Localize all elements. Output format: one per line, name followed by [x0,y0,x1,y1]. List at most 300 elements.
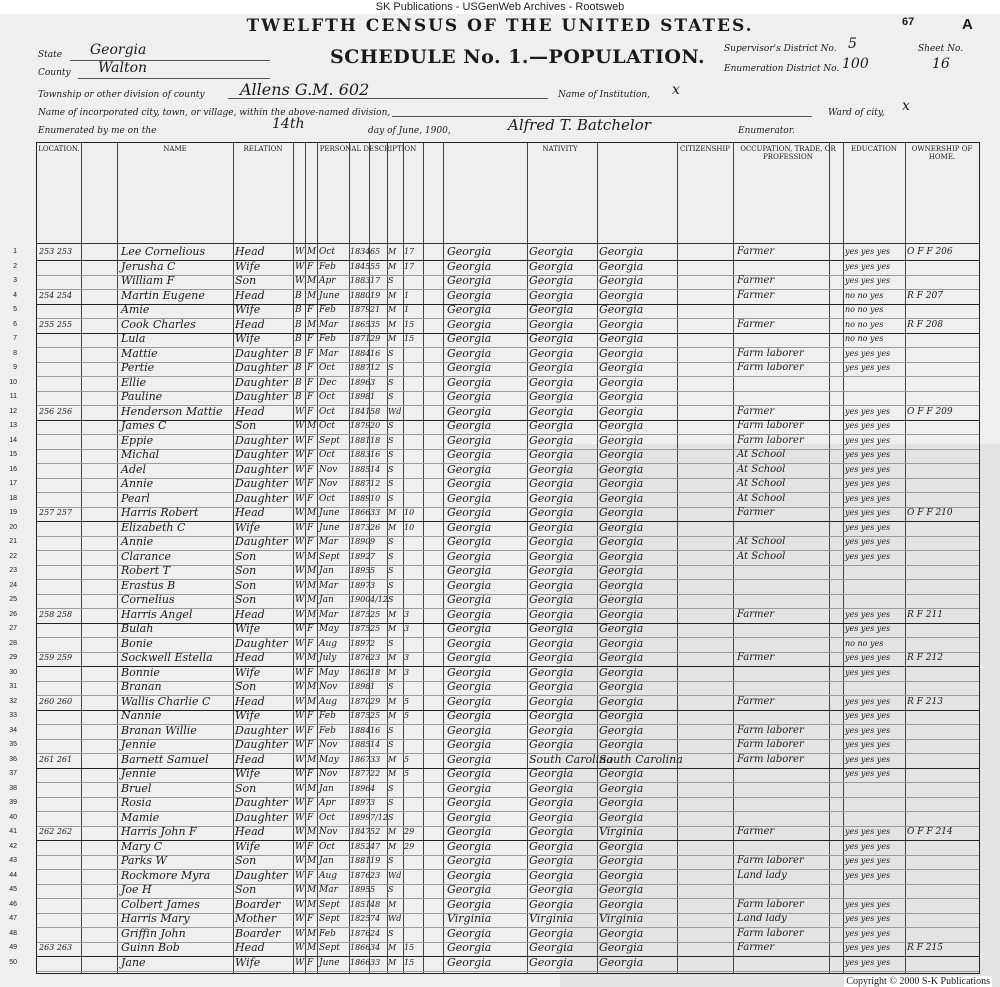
cell-name: Adel [121,462,147,476]
cell-age: 1 [370,392,376,401]
cell-father: Georgia [529,781,574,795]
cell-father: Georgia [529,709,574,722]
cell-name: Rockmore Myra [121,868,211,882]
cell-col: B [295,377,302,388]
cell-yrs: 3 [404,653,410,662]
cell-edu: yes yes yes [845,276,891,285]
cell-mar: S [388,493,394,503]
cell-father: Georgia [529,897,574,911]
supervisor-label: Supervisor's District No. [724,44,837,54]
row-number: 36 [9,755,17,763]
cell-mar: M [388,290,397,300]
row-number: 31 [9,683,17,690]
cell-month: Nov [319,740,338,750]
cell-mar: M [388,522,397,532]
cell-rel: Wife [235,259,261,273]
cell-rel: Head [235,941,265,954]
cell-mother: Georgia [599,723,644,737]
cell-mother: Georgia [599,419,644,432]
cell-mar: S [388,348,394,358]
row-number: 34 [9,726,17,734]
cell-born: Georgia [447,535,492,548]
cell-yrs: 5 [404,769,410,778]
cell-mar: S [388,740,394,749]
cell-month: Mar [319,348,338,359]
cell-year: 1883 [350,276,371,285]
cell-mar: S [388,798,394,807]
cell-born: Georgia [447,694,492,708]
cell-month: Jan [319,595,334,605]
cell-father: Georgia [529,332,574,345]
cell-year: 1879 [350,421,371,430]
cell-age: 18 [370,667,381,677]
cell-year: 1881 [350,435,371,445]
cell-mar: M [388,711,397,720]
cell-sex: M [307,653,317,663]
cell-age: 22 [370,769,381,778]
cell-month: Oct [319,812,336,823]
cell-sex: M [307,319,317,330]
cell-mother: Georgia [599,593,644,606]
cell-rel: Wife [235,303,261,316]
cell-dwell: 261 261 [39,754,73,764]
cell-sex: M [307,276,317,286]
cell-yrs: 5 [404,711,410,720]
cell-mar: S [388,363,394,372]
cell-rel: Son [235,593,257,606]
cell-sex: M [307,247,317,257]
cell-age: 7/12 [370,812,388,822]
cell-father: Georgia [529,738,574,751]
cell-father: Georgia [529,593,574,606]
cell-sex: M [307,885,317,895]
cell-edu: yes yes yes [845,479,891,488]
cell-born: Georgia [447,810,492,824]
cell-name: Griffin John [121,926,186,940]
cell-own: R F 211 [907,609,943,620]
cell-month: Sept [319,943,340,953]
cell-month: Jan [319,856,334,866]
state-value: Georgia [90,42,147,58]
cell-father: Georgia [529,288,574,302]
cell-dwell: 263 263 [39,943,73,952]
institution-value: x [672,82,680,98]
cell-born: Georgia [447,636,492,650]
cell-name: Bonie [121,636,153,650]
cell-name: Branan Willie [121,723,197,737]
cell-father: Georgia [529,361,574,374]
cell-yrs: 15 [404,334,415,343]
cell-occ: Farmer [737,405,775,417]
cell-sex: M [307,899,317,910]
cell-col: B [295,334,302,344]
cell-year: 1866 [350,957,371,967]
cell-name: Robert T [121,564,170,577]
cell-mar: M [388,305,397,314]
cell-father: Georgia [529,477,574,490]
cell-month: Nov [319,769,338,779]
cell-born: Georgia [447,317,492,331]
cell-rel: Daughter [235,491,288,505]
cell-rel: Son [235,419,257,432]
cell-dwell: 253 253 [39,247,73,256]
col-relation: RELATION [243,145,283,153]
col-citizenship: CITIZENSHIP [679,145,731,153]
cell-mother: Georgia [599,332,644,345]
cell-own [907,955,979,971]
cell-year: 1865 [350,319,371,329]
cell-rel: Daughter [235,738,288,751]
page-number: 67 [902,16,915,28]
cell-dwell [39,955,81,971]
cell-rel: Daughter [235,448,288,461]
cell-name: Amie [121,303,150,316]
cell-age: 23 [370,653,381,662]
cell-rel: Head [235,506,265,519]
cell-mar: M [388,319,397,329]
cell-col: W [295,696,305,707]
cell-month: June [319,290,340,301]
cell-mar: S [388,537,394,546]
cell-month: Mar [319,319,338,330]
cell-year: 1866 [350,943,371,952]
cell-rel: Wife [235,839,261,853]
row-number: 35 [9,741,17,748]
cell-born: Virginia [447,912,492,925]
cell-mother: Georgia [599,549,644,563]
row-number: 24 [9,581,17,589]
cell-month: Feb [319,261,336,272]
cell-name: Michal [121,448,160,461]
cell-name: James C [121,419,167,432]
cell-edu: yes yes yes [845,653,891,662]
cell-col: W [295,247,305,257]
row-number: 25 [9,596,17,603]
cell-father: Georgia [529,506,574,519]
cell-mother: Georgia [599,926,644,940]
cell-mother: Georgia [599,375,644,389]
cell-age: 5 [370,566,376,575]
ward-value: x [902,98,910,114]
row-number: 46 [9,900,17,908]
cell-col: W [295,725,305,736]
cell-dwell: 257 257 [39,508,73,517]
cell-month: June [319,508,340,518]
cell-rel: Son [235,564,257,577]
row-number: 29 [9,654,17,661]
cell-rel: Daughter [235,810,288,824]
cell-col: W [295,566,305,576]
cell-yrs: 15 [404,319,415,329]
cell-month: Oct [319,392,336,402]
cell-sex: M [307,696,317,707]
cell-age: 33 [370,754,381,764]
cell-edu: no no yes [845,638,884,648]
cell-occ: Farm laborer [737,347,804,359]
cell-father: Georgia [529,651,574,664]
cell-age: 52 [370,827,381,836]
cell-edu: yes yes yes [845,537,891,546]
cell-mother: Georgia [599,622,644,635]
cell-year: 1867 [350,754,371,764]
cell-month: Oct [319,247,336,257]
cell-col: B [295,305,302,315]
cell-born: Georgia [447,361,492,374]
cell-col: W [295,624,305,634]
cell-edu: yes yes yes [845,624,891,633]
cell-rel: Wife [235,622,261,635]
cell-mar: S [388,638,394,648]
cell-year: 1897 [350,580,371,590]
cell-mar: M [388,696,397,706]
cell-col: W [295,261,305,272]
row-number: 17 [9,480,17,487]
row-number: 10 [9,378,17,386]
cell-mother: Georgia [599,665,644,679]
cell-age: 29 [370,334,381,343]
cell-col: B [295,363,302,373]
cell-mar: S [388,580,394,590]
col-name: NAME [163,145,187,153]
cell-month: Oct [319,406,336,417]
row-number: 15 [9,451,17,458]
cell-occ: Farm laborer [737,362,804,373]
county-label: County [38,68,71,78]
cell-rel: Mother [235,912,277,925]
cell-col: W [295,667,305,678]
cell-mother: Georgia [599,564,644,577]
cell-age: 19 [370,290,381,300]
cell-col: B [295,290,302,301]
col-personal: PERSONAL DESCRIPTION [319,145,417,153]
col-location: LOCATION. [38,145,80,153]
cell-mother: Georgia [599,578,644,592]
cell-col: W [295,957,305,968]
cell-sex: F [307,479,314,489]
cell-yrs: 29 [404,841,415,851]
cell-name: Pertie [121,361,155,374]
supervisor-no: 5 [848,36,857,52]
cell-mar: M [388,653,397,662]
cell-born: Georgia [447,926,492,940]
col-education: EDUCATION [851,145,897,153]
cell-father: Georgia [529,520,574,534]
cell-year: 1895 [350,885,371,894]
cell-born: Georgia [447,491,492,505]
cell-col: W [295,479,305,489]
cell-col: W [295,638,305,649]
cell-age: 34 [370,943,381,952]
cell-year: 1900 [350,595,371,604]
cell-col: W [295,827,305,837]
cell-age: 18 [370,435,381,445]
row-number: 6 [13,320,17,328]
cell-mother: Georgia [599,651,644,664]
cell-month: June [319,957,340,968]
cell-year: 1825 [350,914,371,923]
cell-mar: Wd [388,914,402,923]
cell-age: 12 [370,363,381,372]
cell-month: Aug [319,696,338,707]
row-number: 2 [13,262,17,270]
cell-father: Georgia [529,549,574,563]
cell-col: W [295,493,305,504]
cell-name: Barnett Samuel [121,752,209,766]
cell-col: W [295,609,305,620]
cell-born: Georgia [447,419,492,432]
cell-year: 1873 [350,522,371,532]
cell-year: 1851 [350,899,371,909]
cell-month: May [319,624,339,634]
cell-mother: Georgia [599,839,644,853]
cell-name: Jennie [121,767,157,780]
cell-age: 4/12 [370,595,388,604]
cell-mother: Georgia [599,767,644,780]
cell-edu: no no yes [845,334,884,343]
cell-father: Georgia [529,883,574,896]
cell-mar: M [388,943,397,952]
cell-edu: no no yes [845,319,884,329]
cell-month: Mar [319,580,338,591]
cell-own: O F F 210 [907,508,953,518]
cell-year: 1876 [350,653,371,662]
cell-mar: M [388,769,397,778]
cell-rel: Daughter [235,723,288,737]
cell-sex: F [307,725,314,736]
cell-age: 33 [370,508,381,517]
cell-mar: S [388,885,394,894]
cell-year: 1871 [350,334,371,343]
cell-col: W [295,856,305,866]
enumeration-no: 100 [842,56,869,72]
cell-mother: South Carolina [599,752,683,766]
cell-name: Nannie [121,709,162,722]
cell-col: W [295,580,305,591]
cell-occ: Farmer [737,275,775,286]
cell-mother: Georgia [599,491,644,505]
cell-rel: Wife [235,767,261,780]
cell-mother: Georgia [599,680,644,693]
cell-name: Harris Robert [121,506,199,519]
cell-mother: Georgia [599,709,644,722]
cell-age: 7 [370,551,376,561]
cell-dwell: 262 262 [39,827,73,836]
cell-month: Sept [319,435,340,446]
cell-name: Mattie [121,346,158,360]
cell-mother: Georgia [599,781,644,795]
cell-father: Georgia [529,317,574,331]
enumerator-name: Alfred T. Batchelor [508,116,651,134]
cell-sex: F [307,392,314,402]
cell-mar: S [388,421,394,430]
cell-col: W [295,798,305,808]
cell-year: 1834 [350,247,371,256]
cell-col: W [295,682,305,692]
cell-father: Georgia [529,462,574,476]
cell-month: Aug [319,870,338,881]
cell-name: Ellie [121,375,147,389]
sheet-no: 16 [932,56,950,72]
cell-month: June [319,522,340,533]
cell-occ [737,955,829,971]
cell-sex: M [307,827,317,837]
cell-father: Georgia [529,955,574,969]
cell-name: Cook Charles [121,317,196,331]
cell-name: Jerusha C [121,259,176,273]
cell-sex: F [307,812,314,823]
cell-edu: yes yes yes [845,348,891,358]
row-number: 4 [13,291,17,299]
cell-father: Georgia [529,375,574,389]
row-number: 50 [9,958,17,966]
row-number: 30 [9,668,17,676]
cell-year: 1889 [350,493,371,503]
cell-rel: Daughter [235,796,288,809]
cell-mother: Virginia [599,825,644,838]
cell-born: Georgia [447,346,492,360]
cell-born: Georgia [447,665,492,679]
row-number: 13 [9,422,17,429]
cell-edu: yes yes yes [845,841,891,851]
cell-col: W [295,899,305,910]
cell-year: 1875 [350,711,371,720]
cell-age: 12 [370,479,381,488]
cell-edu: yes yes yes [845,667,891,677]
cell-occ: Farmer [737,608,775,620]
cell-mar: S [388,276,394,285]
cell-name: Guinn Bob [121,941,180,954]
copyright: Copyright © 2000 S-K Publications [846,976,990,987]
cell-col: W [295,551,305,562]
cell-sex: M [307,783,317,794]
cell-name: Annie [121,477,154,490]
cell-father: Georgia [529,941,574,954]
cell-age: 23 [370,870,381,880]
cell-born: Georgia [447,796,492,809]
cell-born: Georgia [447,404,492,418]
row-number: 26 [9,610,17,618]
cell-age: 35 [370,319,381,329]
cell-mar: Wd [388,406,402,416]
cell-born: Georgia [447,274,492,287]
cell-col: W [295,653,305,663]
cell-dwell: 260 260 [39,696,73,706]
cell-occ: Farm laborer [737,927,804,939]
cell-age: 74 [370,914,381,923]
cell-mar: M [388,247,397,256]
cell-yrs: 29 [404,827,415,836]
cell-col: W [295,754,305,765]
cell-name: Jane [121,955,146,969]
cell-col: W [295,276,305,286]
cell-name: Elizabeth C [121,520,186,534]
cell-edu: yes yes yes [845,754,891,764]
cell-sex: F [307,522,314,533]
cell-edu: yes yes yes [845,957,891,967]
cell-name: Mamie [121,810,160,824]
cell-born: Georgia [447,680,492,693]
page-letter: A [962,16,973,33]
cell-name: Mary C [121,839,163,853]
cell-age: 55 [370,261,381,271]
cell-yrs: 3 [404,667,410,677]
cell-born: Georgia [447,433,492,447]
cell-mar: S [388,566,394,575]
cell-age: 20 [370,421,381,430]
cell-year: 1899 [350,812,371,822]
cell-born: Georgia [447,506,492,519]
cell-rel: Wife [235,709,261,722]
